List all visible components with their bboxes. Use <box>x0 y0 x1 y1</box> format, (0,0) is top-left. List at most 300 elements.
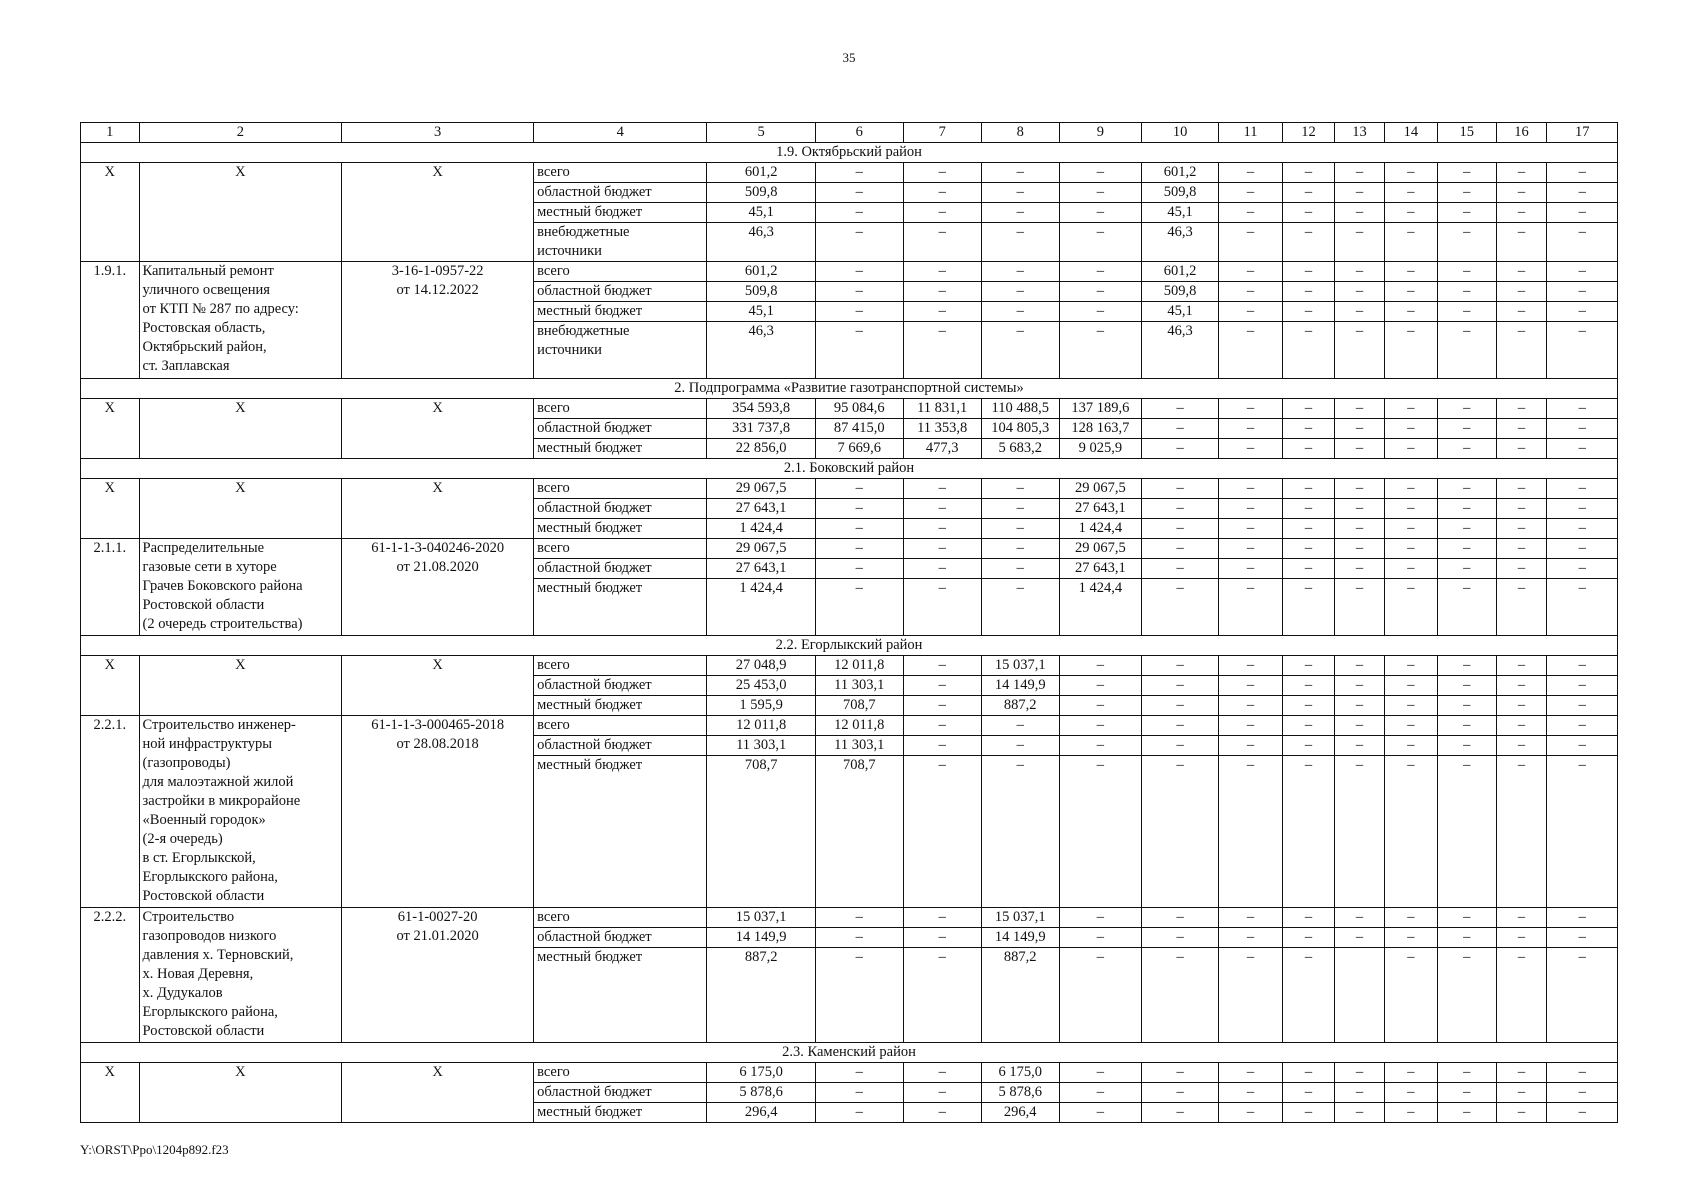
table-row <box>81 539 1618 559</box>
funding-source-line: местный бюджет <box>537 1104 643 1120</box>
funding-source <box>534 1063 707 1083</box>
value-col-6: – <box>815 163 903 183</box>
value-col-6: – <box>815 519 903 539</box>
value-col-11: – <box>1219 262 1283 282</box>
table-row <box>81 479 1618 499</box>
value-col-14: – <box>1384 756 1437 908</box>
value-col-17: – <box>1547 908 1618 928</box>
item-name-line: Х <box>235 480 246 496</box>
section-title-row <box>81 636 1618 656</box>
value-col-10: – <box>1142 696 1219 716</box>
value-col-5: 601,2 <box>707 262 815 282</box>
value-col-13: – <box>1335 322 1385 379</box>
registration-number <box>342 656 534 716</box>
value-col-17: – <box>1547 439 1618 459</box>
value-col-10: – <box>1142 419 1219 439</box>
value-col-13: – <box>1335 183 1385 203</box>
value-col-6: – <box>815 1063 903 1083</box>
column-header-16: 16 <box>1496 123 1547 143</box>
value-col-6: – <box>815 262 903 282</box>
value-col-7: – <box>903 579 981 636</box>
registration-number <box>342 716 534 908</box>
value-col-13: – <box>1335 163 1385 183</box>
value-col-14: – <box>1384 1083 1437 1103</box>
value-col-7: – <box>903 716 981 736</box>
value-col-14: – <box>1384 262 1437 282</box>
value-col-13: – <box>1335 736 1385 756</box>
column-header-11: 11 <box>1219 123 1283 143</box>
value-col-11: – <box>1219 1063 1283 1083</box>
value-col-12: – <box>1283 1103 1335 1123</box>
value-col-7: – <box>903 656 981 676</box>
funding-source <box>534 676 707 696</box>
value-col-13: – <box>1335 1083 1385 1103</box>
value-col-12: – <box>1283 559 1335 579</box>
value-col-5: 15 037,1 <box>707 908 815 928</box>
value-col-15: – <box>1437 479 1496 499</box>
value-col-11: – <box>1219 302 1283 322</box>
value-col-10: – <box>1142 439 1219 459</box>
value-col-14: – <box>1384 399 1437 419</box>
value-col-12: – <box>1283 183 1335 203</box>
value-col-9: – <box>1059 756 1141 908</box>
value-col-13: – <box>1335 399 1385 419</box>
section-title: 2.2. Егорлыкский район <box>81 636 1618 656</box>
value-col-7: – <box>903 479 981 499</box>
value-col-13: – <box>1335 223 1385 262</box>
column-header-7: 7 <box>903 123 981 143</box>
item-name-line: Грачев Боковского района <box>142 578 303 594</box>
value-col-6: – <box>815 1083 903 1103</box>
budget-table <box>80 122 1618 1123</box>
value-col-8: 887,2 <box>981 696 1059 716</box>
value-col-6: – <box>815 948 903 1043</box>
value-col-5: 331 737,8 <box>707 419 815 439</box>
registration-number <box>342 1063 534 1123</box>
item-number: Х <box>81 656 140 716</box>
value-col-10: – <box>1142 676 1219 696</box>
value-col-16: – <box>1496 419 1547 439</box>
funding-source <box>534 908 707 928</box>
funding-source-line: всего <box>537 657 570 673</box>
column-header-3: 3 <box>342 123 534 143</box>
item-name-line: ст. Заплавская <box>142 358 230 374</box>
value-col-16: – <box>1496 223 1547 262</box>
value-col-11: – <box>1219 539 1283 559</box>
value-col-13: – <box>1335 479 1385 499</box>
value-col-7: – <box>903 1063 981 1083</box>
value-col-14: – <box>1384 499 1437 519</box>
value-col-11: – <box>1219 479 1283 499</box>
value-col-9: – <box>1059 1063 1141 1083</box>
funding-source-line: всего <box>537 1064 570 1080</box>
value-col-5: 1 424,4 <box>707 579 815 636</box>
funding-source-line: всего <box>537 400 570 416</box>
column-header-9: 9 <box>1059 123 1141 143</box>
registration-number-line: 3-16-1-0957-22 <box>391 263 484 279</box>
value-col-14: – <box>1384 479 1437 499</box>
value-col-5: 1 424,4 <box>707 519 815 539</box>
value-col-10: – <box>1142 399 1219 419</box>
item-name-line: Октябрьский район, <box>142 339 267 355</box>
value-col-16: – <box>1496 322 1547 379</box>
value-col-8: – <box>981 282 1059 302</box>
value-col-8: – <box>981 262 1059 282</box>
column-header-5: 5 <box>707 123 815 143</box>
value-col-14: – <box>1384 928 1437 948</box>
section-title-row <box>81 1043 1618 1063</box>
value-col-6: 708,7 <box>815 756 903 908</box>
value-col-7: – <box>903 756 981 908</box>
value-col-7: – <box>903 539 981 559</box>
value-col-17: – <box>1547 322 1618 379</box>
value-col-10: – <box>1142 1103 1219 1123</box>
item-name <box>139 539 342 636</box>
value-col-15: – <box>1437 756 1496 908</box>
value-col-15: – <box>1437 716 1496 736</box>
value-col-17: – <box>1547 282 1618 302</box>
item-name-line: от КТП № 287 по адресу: <box>142 301 299 317</box>
value-col-12: – <box>1283 399 1335 419</box>
value-col-11: – <box>1219 756 1283 908</box>
column-header-4: 4 <box>534 123 707 143</box>
value-col-14: – <box>1384 559 1437 579</box>
value-col-14: – <box>1384 282 1437 302</box>
value-col-11: – <box>1219 656 1283 676</box>
value-col-17: – <box>1547 163 1618 183</box>
item-name <box>139 163 342 262</box>
value-col-7: – <box>903 1103 981 1123</box>
value-col-6: 11 303,1 <box>815 736 903 756</box>
value-col-13: – <box>1335 696 1385 716</box>
value-col-14: – <box>1384 439 1437 459</box>
value-col-10: – <box>1142 519 1219 539</box>
value-col-9: – <box>1059 948 1141 1043</box>
value-col-13: – <box>1335 756 1385 908</box>
value-col-12: – <box>1283 439 1335 459</box>
value-col-12: – <box>1283 203 1335 223</box>
value-col-13: – <box>1335 676 1385 696</box>
funding-source <box>534 579 707 636</box>
value-col-8: – <box>981 539 1059 559</box>
page-number: 35 <box>842 50 856 65</box>
item-name-line: Егорлыкского района, <box>142 869 278 885</box>
value-col-16: – <box>1496 736 1547 756</box>
value-col-7: – <box>903 736 981 756</box>
funding-source <box>534 262 707 282</box>
funding-source-line: всего <box>537 263 570 279</box>
value-col-12: – <box>1283 1083 1335 1103</box>
item-name-line: Распределительные <box>142 540 265 556</box>
value-col-17: – <box>1547 203 1618 223</box>
value-col-12: – <box>1283 262 1335 282</box>
value-col-5: 296,4 <box>707 1103 815 1123</box>
value-col-15: – <box>1437 439 1496 459</box>
value-col-12: – <box>1283 696 1335 716</box>
item-name-line: Строительство инженер- <box>142 717 296 733</box>
value-col-15: – <box>1437 579 1496 636</box>
value-col-17: – <box>1547 696 1618 716</box>
value-col-5: 22 856,0 <box>707 439 815 459</box>
value-col-6: – <box>815 479 903 499</box>
item-name-line: Ростовской области <box>142 888 265 904</box>
value-col-12: – <box>1283 419 1335 439</box>
value-col-7: – <box>903 262 981 282</box>
table-row <box>81 908 1618 928</box>
item-name-line: Строительство <box>142 909 235 925</box>
registration-number-line: от 21.01.2020 <box>396 928 479 944</box>
item-name-line: Капитальный ремонт <box>142 263 274 279</box>
value-col-5: 45,1 <box>707 302 815 322</box>
funding-source <box>534 499 707 519</box>
value-col-16: – <box>1496 756 1547 908</box>
registration-number <box>342 163 534 262</box>
value-col-9: – <box>1059 203 1141 223</box>
value-col-8: 15 037,1 <box>981 656 1059 676</box>
value-col-9: – <box>1059 223 1141 262</box>
table-row <box>81 656 1618 676</box>
value-col-7: – <box>903 322 981 379</box>
value-col-5: 29 067,5 <box>707 539 815 559</box>
value-col-17: – <box>1547 419 1618 439</box>
value-col-7: – <box>903 282 981 302</box>
value-col-6: – <box>815 499 903 519</box>
column-header-2: 2 <box>139 123 342 143</box>
value-col-9: 29 067,5 <box>1059 539 1141 559</box>
value-col-13: – <box>1335 1103 1385 1123</box>
value-col-17: – <box>1547 479 1618 499</box>
value-col-12: – <box>1283 479 1335 499</box>
value-col-6: 7 669,6 <box>815 439 903 459</box>
value-col-10: – <box>1142 579 1219 636</box>
value-col-5: 509,8 <box>707 282 815 302</box>
funding-source-line: областной бюджет <box>537 560 652 576</box>
item-name-line: Ростовской области <box>142 597 265 613</box>
value-col-17: – <box>1547 183 1618 203</box>
item-name-line: для малоэтажной жилой <box>142 774 294 790</box>
funding-source <box>534 282 707 302</box>
value-col-8: 5 878,6 <box>981 1083 1059 1103</box>
value-col-15: – <box>1437 282 1496 302</box>
funding-source <box>534 716 707 736</box>
value-col-8: – <box>981 479 1059 499</box>
value-col-5: 12 011,8 <box>707 716 815 736</box>
item-name <box>139 656 342 716</box>
value-col-9: 128 163,7 <box>1059 419 1141 439</box>
value-col-10: – <box>1142 559 1219 579</box>
item-name-line: Х <box>235 400 246 416</box>
value-col-16: – <box>1496 579 1547 636</box>
value-col-5: 6 175,0 <box>707 1063 815 1083</box>
value-col-16: – <box>1496 696 1547 716</box>
section-title-row <box>81 459 1618 479</box>
value-col-17: – <box>1547 262 1618 282</box>
value-col-14: – <box>1384 579 1437 636</box>
funding-source-line: внебюджетные <box>537 224 630 240</box>
value-col-6: – <box>815 203 903 223</box>
value-col-7: – <box>903 676 981 696</box>
value-col-5: 27 643,1 <box>707 499 815 519</box>
value-col-15: – <box>1437 223 1496 262</box>
column-header-17: 17 <box>1547 123 1618 143</box>
item-name-line: Егорлыкского района, <box>142 1004 278 1020</box>
value-col-6: 708,7 <box>815 696 903 716</box>
item-number: 2.2.2. <box>81 908 140 1043</box>
value-col-17: – <box>1547 1083 1618 1103</box>
value-col-12: – <box>1283 928 1335 948</box>
value-col-9: 137 189,6 <box>1059 399 1141 419</box>
value-col-15: – <box>1437 163 1496 183</box>
item-number: 1.9.1. <box>81 262 140 379</box>
registration-number <box>342 908 534 1043</box>
value-col-12: – <box>1283 539 1335 559</box>
value-col-6: 12 011,8 <box>815 716 903 736</box>
registration-number-line: от 28.08.2018 <box>396 736 479 752</box>
column-header-1: 1 <box>81 123 140 143</box>
item-name-line: Ростовская область, <box>142 320 266 336</box>
value-col-11: – <box>1219 163 1283 183</box>
value-col-10: – <box>1142 656 1219 676</box>
value-col-7: – <box>903 559 981 579</box>
column-header-12: 12 <box>1283 123 1335 143</box>
registration-number <box>342 539 534 636</box>
value-col-6: 12 011,8 <box>815 656 903 676</box>
value-col-11: – <box>1219 419 1283 439</box>
funding-source-line: внебюджетные <box>537 323 630 339</box>
value-col-6: – <box>815 223 903 262</box>
value-col-7: – <box>903 519 981 539</box>
item-number: Х <box>81 163 140 262</box>
value-col-17: – <box>1547 579 1618 636</box>
funding-source-line: источники <box>537 342 602 358</box>
item-number: 2.1.1. <box>81 539 140 636</box>
value-col-16: – <box>1496 656 1547 676</box>
funding-source-line: областной бюджет <box>537 420 652 436</box>
value-col-8: – <box>981 183 1059 203</box>
registration-number-line: от 21.08.2020 <box>396 559 479 575</box>
value-col-6: – <box>815 322 903 379</box>
value-col-14: – <box>1384 183 1437 203</box>
value-col-6: 87 415,0 <box>815 419 903 439</box>
value-col-16: – <box>1496 928 1547 948</box>
value-col-10: – <box>1142 716 1219 736</box>
value-col-12: – <box>1283 716 1335 736</box>
value-col-9: – <box>1059 262 1141 282</box>
value-col-14: – <box>1384 736 1437 756</box>
value-col-7: – <box>903 696 981 716</box>
item-name-line: х. Новая Деревня, <box>142 966 254 982</box>
value-col-12: – <box>1283 676 1335 696</box>
value-col-16: – <box>1496 1063 1547 1083</box>
registration-number-line: 61-1-1-3-000465-2018 <box>371 717 505 733</box>
funding-source <box>534 736 707 756</box>
value-col-11: – <box>1219 1083 1283 1103</box>
value-col-15: – <box>1437 696 1496 716</box>
value-col-14: – <box>1384 656 1437 676</box>
value-col-17: – <box>1547 1063 1618 1083</box>
value-col-11: – <box>1219 716 1283 736</box>
value-col-15: – <box>1437 262 1496 282</box>
value-col-5: 14 149,9 <box>707 928 815 948</box>
value-col-11: – <box>1219 399 1283 419</box>
funding-source <box>534 439 707 459</box>
value-col-11: – <box>1219 183 1283 203</box>
item-name-line: «Военный городок» <box>142 812 266 828</box>
value-col-9: – <box>1059 736 1141 756</box>
funding-source <box>534 1083 707 1103</box>
value-col-17: – <box>1547 302 1618 322</box>
value-col-15: – <box>1437 322 1496 379</box>
value-col-16: – <box>1496 539 1547 559</box>
value-col-15: – <box>1437 539 1496 559</box>
value-col-14: – <box>1384 322 1437 379</box>
value-col-7: – <box>903 203 981 223</box>
item-name-line: Х <box>235 164 246 180</box>
value-col-16: – <box>1496 203 1547 223</box>
table-row <box>81 716 1618 736</box>
value-col-15: – <box>1437 736 1496 756</box>
value-col-14: – <box>1384 696 1437 716</box>
value-col-15: – <box>1437 656 1496 676</box>
value-col-16: – <box>1496 499 1547 519</box>
value-col-13: – <box>1335 419 1385 439</box>
registration-number-line: 61-1-1-3-040246-2020 <box>371 540 505 556</box>
value-col-11: – <box>1219 203 1283 223</box>
funding-source-line: местный бюджет <box>537 949 643 965</box>
funding-source-line: областной бюджет <box>537 1084 652 1100</box>
funding-source-line: местный бюджет <box>537 440 643 456</box>
item-number: Х <box>81 1063 140 1123</box>
value-col-5: 29 067,5 <box>707 479 815 499</box>
value-col-5: 27 643,1 <box>707 559 815 579</box>
value-col-10: 509,8 <box>1142 183 1219 203</box>
registration-number-line: Х <box>432 164 443 180</box>
value-col-13: – <box>1335 499 1385 519</box>
value-col-7: – <box>903 928 981 948</box>
funding-source <box>534 1103 707 1123</box>
value-col-14: – <box>1384 716 1437 736</box>
value-col-10: – <box>1142 736 1219 756</box>
funding-source-line: местный бюджет <box>537 580 643 596</box>
value-col-10: 46,3 <box>1142 322 1219 379</box>
value-col-13: – <box>1335 439 1385 459</box>
value-col-11: – <box>1219 223 1283 262</box>
value-col-11: – <box>1219 908 1283 928</box>
value-col-9: 27 643,1 <box>1059 499 1141 519</box>
section-title-row <box>81 379 1618 399</box>
value-col-12: – <box>1283 223 1335 262</box>
value-col-6: – <box>815 1103 903 1123</box>
funding-source-line: областной бюджет <box>537 737 652 753</box>
value-col-9: – <box>1059 928 1141 948</box>
value-col-7: 11 353,8 <box>903 419 981 439</box>
value-col-17: – <box>1547 399 1618 419</box>
value-col-17: – <box>1547 736 1618 756</box>
value-col-6: – <box>815 539 903 559</box>
value-col-17: – <box>1547 928 1618 948</box>
item-name-line: ной инфраструктуры <box>142 736 273 752</box>
value-col-16: – <box>1496 676 1547 696</box>
funding-source <box>534 756 707 908</box>
value-col-17: – <box>1547 559 1618 579</box>
value-col-16: – <box>1496 1083 1547 1103</box>
value-col-13: – <box>1335 928 1385 948</box>
value-col-13: – <box>1335 716 1385 736</box>
registration-number-line: от 14.12.2022 <box>396 282 479 298</box>
value-col-7: – <box>903 948 981 1043</box>
value-col-14: – <box>1384 302 1437 322</box>
funding-source-line: областной бюджет <box>537 500 652 516</box>
